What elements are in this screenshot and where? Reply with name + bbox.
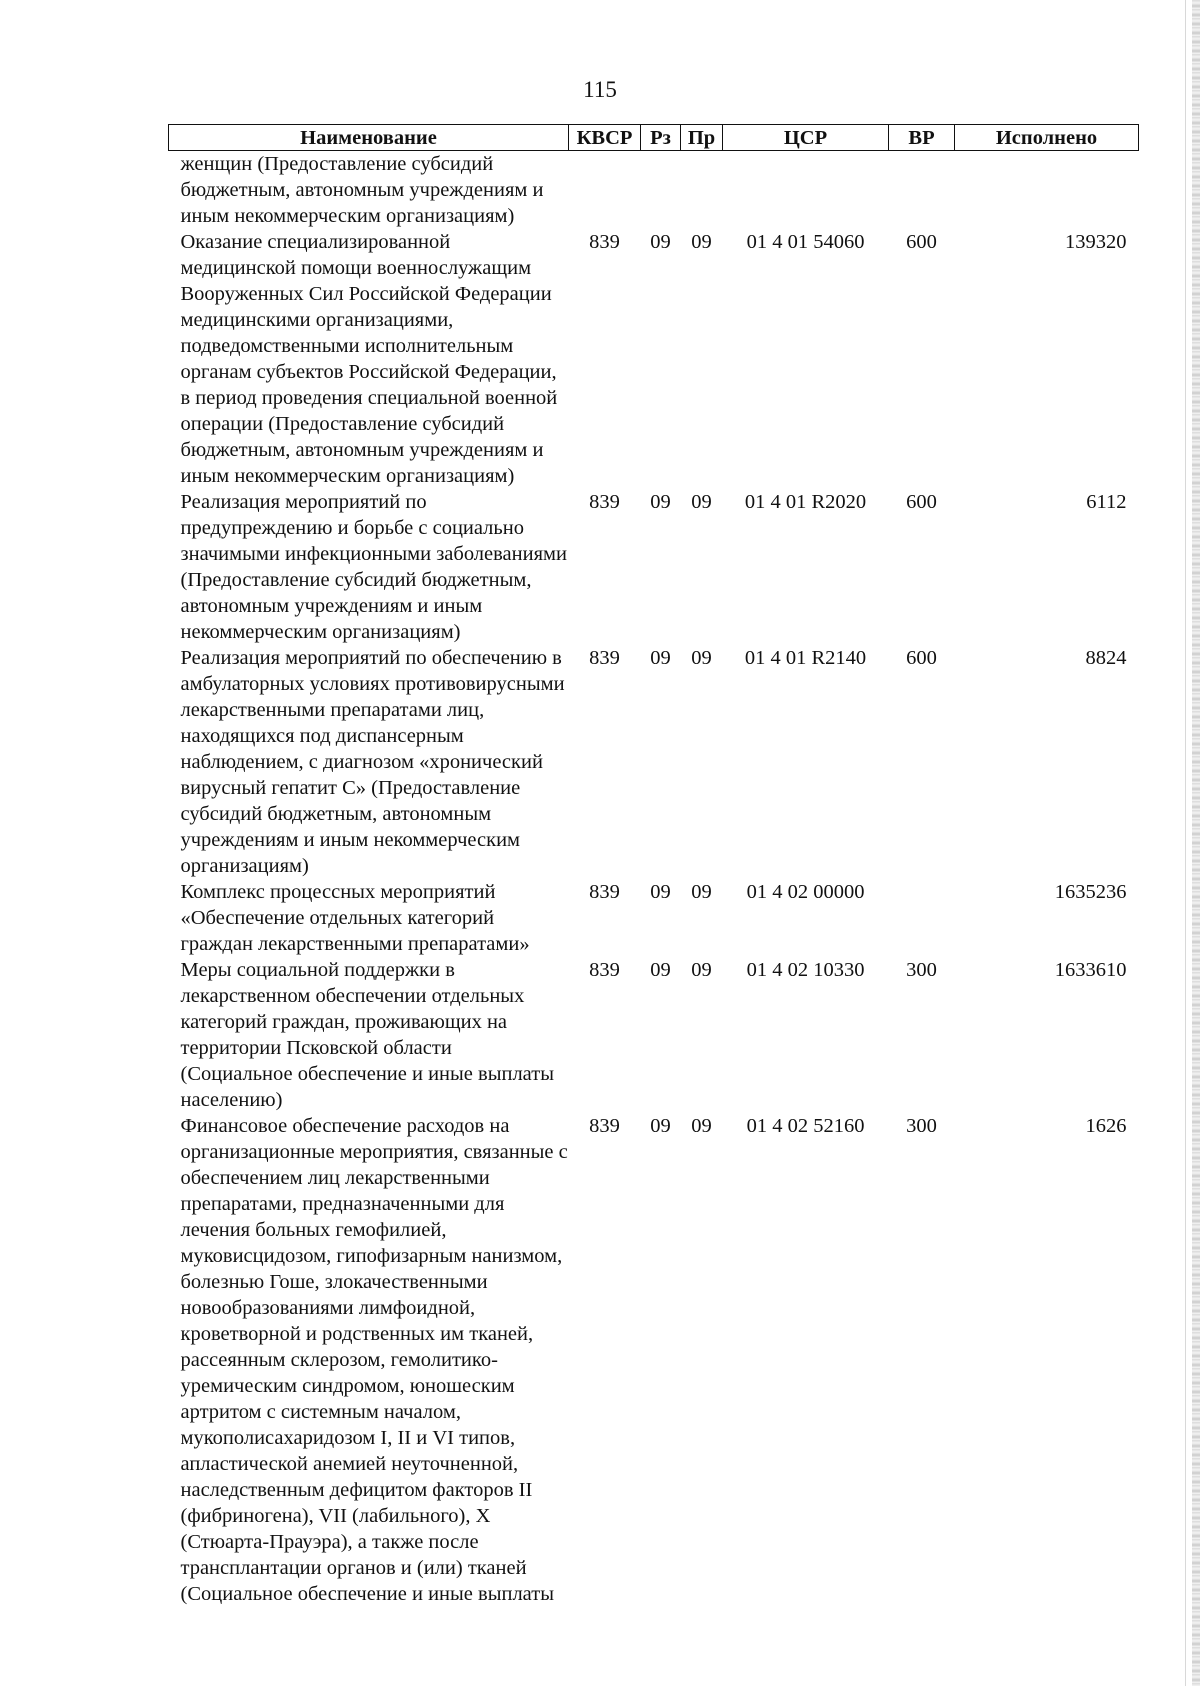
cell-name: Реализация мероприятий по предупреждению и борьбе с социально значимыми инфекционными заболеваниями (Предоставление субсидий бюджетным, автономным учреждениям и иным некоммерческим организациям): [180, 491, 567, 643]
cell-vr: 600: [906, 231, 937, 253]
cell-pr: 09: [691, 881, 712, 903]
scan-edge-artifact: [1192, 0, 1200, 1686]
cell-csr: 01 4 01 R2140: [744, 647, 867, 669]
cell-name: Реализация мероприятий по обеспечению в амбулаторных условиях противовирусными лекарственными препаратами лиц, находящихся под диспансерным наблюдением, с диагнозом «хронический вирусный гепатит С» (Предоставление субсидий бюджетным, автономным учреждениям и иным некоммерческим организациям): [180, 647, 565, 877]
cell-vr: 600: [906, 491, 937, 513]
cell-name: Финансовое обеспечение расходов на организационные мероприятия, связанные с обеспечением лиц лекарственными препаратами, предназначенными для лечения больных гемофилией, муковисцидозом, гипофизарным нанизмом, болезнью Гоше, злокачественными новообразованиями лимфоидной, кроветворной и родственных им тканей, рассеянным склерозом, гемолитико-уремическим синдромом, юношеским артритом с системным началом, мукополисахаридозом I, II и VI типов, апластической анемией неуточненной, наследственным дефицитом факторов II (фибриногена), VII (лабильного), X (Стюарта-Прауэра), а также после трансплантации органов и (или) тканей (Социальное обеспечение и иные выплаты: [180, 1115, 568, 1605]
budget-table: [168, 124, 1139, 1607]
cell-name: Комплекс процессных мероприятий «Обеспечение отдельных категорий граждан лекарственными препаратами»: [180, 881, 530, 955]
cell-rz: 09: [650, 647, 671, 669]
cell-rz: 09: [650, 491, 671, 513]
cell-vr: [889, 151, 955, 230]
header-csr: ЦСР: [723, 125, 889, 151]
cell-kvsr: 839: [589, 231, 620, 253]
header-kvsr: КВСР: [569, 125, 641, 151]
scan-edge-line: [1185, 0, 1186, 1686]
cell-executed: 1633610: [1054, 959, 1127, 981]
cell-vr: 300: [906, 959, 937, 981]
cell-executed: 1626: [1085, 1115, 1127, 1137]
cell-executed: 6112: [1086, 491, 1127, 513]
cell-pr: [681, 151, 723, 230]
table-row: [169, 645, 1139, 879]
cell-kvsr: 839: [589, 881, 620, 903]
cell-csr: [723, 151, 889, 230]
cell-vr: [889, 879, 955, 957]
cell-rz: [641, 151, 681, 230]
cell-csr: 01 4 02 10330: [746, 959, 865, 981]
page-number: 115: [583, 77, 617, 102]
cell-name: Меры социальной поддержки в лекарственном обеспечении отдельных категорий граждан, проживающих на территории Псковской области (Социальное обеспечение и иные выплаты населению): [180, 959, 554, 1111]
cell-vr: 300: [906, 1115, 937, 1137]
cell-executed: 139320: [1065, 231, 1127, 253]
table-row: [169, 879, 1139, 957]
cell-csr: 01 4 02 52160: [746, 1115, 865, 1137]
table-row: [169, 229, 1139, 489]
cell-rz: 09: [650, 959, 671, 981]
header-name: Наименование: [169, 125, 569, 151]
cell-kvsr: [569, 151, 641, 230]
table-row: [169, 489, 1139, 645]
cell-executed: [955, 151, 1139, 230]
header-pr: Пр: [681, 125, 723, 151]
cell-csr: 01 4 02 00000: [746, 881, 865, 903]
cell-name: женщин (Предоставление субсидий бюджетным, автономным учреждениям и иным некоммерческим организациям): [180, 153, 544, 227]
cell-kvsr: 839: [589, 959, 620, 981]
header-executed: Исполнено: [955, 125, 1139, 151]
cell-pr: 09: [691, 647, 712, 669]
cell-name: Оказание специализированной медицинской помощи военнослужащим Вооруженных Сил Российской Федерации медицинскими организациями, подведомственными исполнительным органам субъектов Российской Федерации, в период проведения специальной военной операции (Предоставление субсидий бюджетным, автономным учреждениям и иным некоммерческим организациям): [180, 231, 558, 487]
cell-rz: 09: [650, 231, 671, 253]
table-body: [169, 151, 1139, 1608]
header-vr: ВР: [889, 125, 955, 151]
cell-kvsr: 839: [589, 647, 620, 669]
table-row: [169, 151, 1139, 230]
cell-csr: 01 4 01 54060: [746, 231, 865, 253]
cell-pr: 09: [691, 491, 712, 513]
cell-pr: 09: [691, 959, 712, 981]
cell-csr: 01 4 01 R2020: [744, 491, 867, 513]
table-header-row: [169, 125, 1139, 151]
header-rz: Рз: [641, 125, 681, 151]
cell-kvsr: 839: [589, 491, 620, 513]
cell-executed: 1635236: [1054, 881, 1127, 903]
cell-rz: 09: [650, 1115, 671, 1137]
cell-vr: 600: [906, 647, 937, 669]
cell-executed: 8824: [1085, 647, 1127, 669]
cell-rz: 09: [650, 881, 671, 903]
cell-kvsr: 839: [589, 1115, 620, 1137]
cell-pr: 09: [691, 1115, 712, 1137]
table-row: [169, 957, 1139, 1113]
table-row: [169, 1113, 1139, 1607]
cell-pr: 09: [691, 231, 712, 253]
